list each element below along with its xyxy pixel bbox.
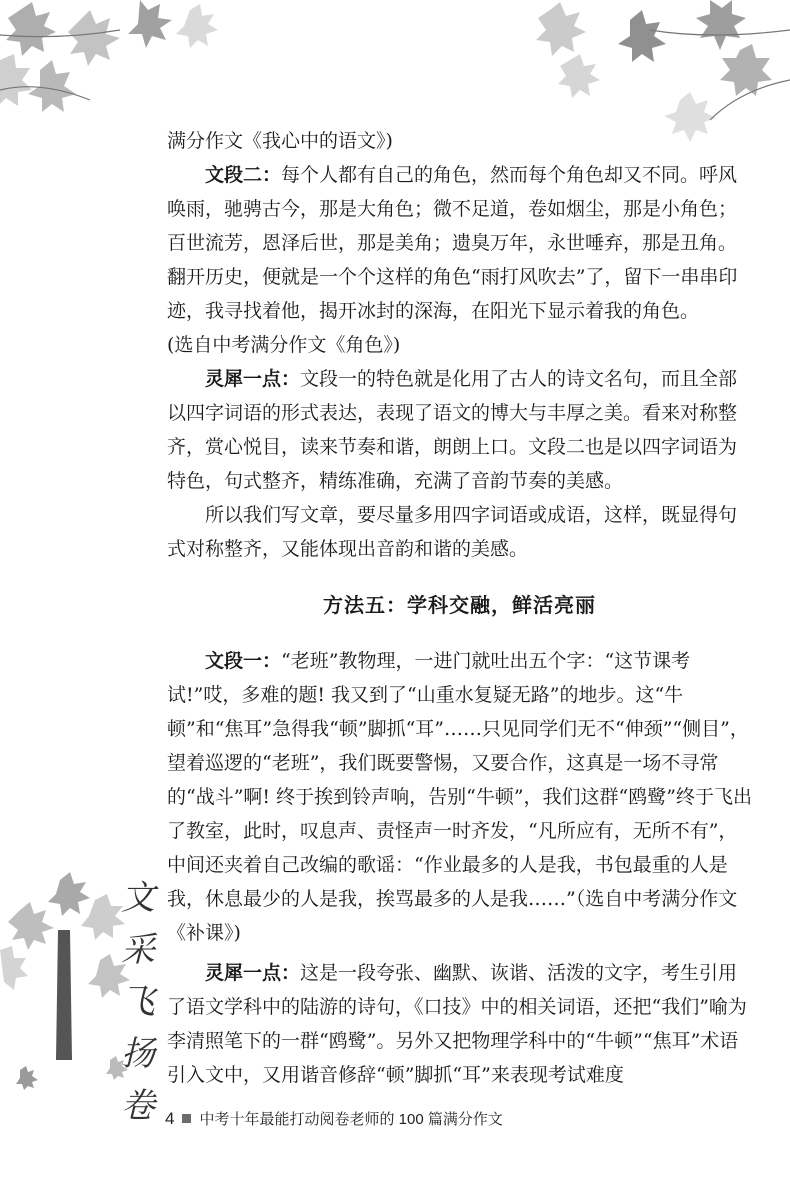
excerpt-text: “老班”教物理，一进门就吐出五个字：“这节课考试!”哎，多难的题! 我又到了“山重水复疑无路”的地步。这“牛顿”和“焦耳”急得我“顿”脚抓“耳”……只见同学们无不“伸颈”“侧目”，望着巡逻的“老班”，我们既要警惕，又要合作，这真是一场不寻常的“战斗”啊! 终于挨到铃声响，告别“牛顿”，我们这群“鸥鹭”终于飞出了教室，此时，叹息声、责怪声一时齐发，“凡所应有，无所不有”，中间还夹着自己改编的歌谣：“作业最多的人是我，书包最重的人是我，休息最少的人是我，挨骂最多的人是我……”（选自中考满分作文《补课》) — [167, 650, 752, 944]
excerpt-text: 每个人都有自己的角色，然而每个角色却又不同。呼风唤雨，驰骋古今，那是大角色；微不足道，卷如烟尘，那是小角色；百世流芳，恩泽后世，那是美角；遗臭万年，永世唾弃，那是丑角。翻开历史，便就是一个个这样的角色“雨打风吹去”了，留下一串串印迹，我寻找着他，揭开冰封的深海，在阳光下显示着我的角色。 — [167, 164, 738, 322]
comment-text: 这是一段夸张、幽默、诙谐、活泼的文字，考生引用了语文学科中的陆游的诗句，《口技》中的相关词语，还把“我们”喻为李清照笔下的一群“鸥鹭”。另外又把物理学科中的“牛顿”“焦耳”术语引入文中，又用谐音修辞“顿”脚抓“耳”来表现考试难度 — [167, 962, 747, 1086]
excerpt-label: 文段二： — [205, 164, 282, 186]
paragraph-excerpt-1 — [167, 644, 752, 950]
comment-label: 灵犀一点： — [205, 962, 301, 984]
article-body — [167, 124, 752, 1092]
excerpt-label: 文段一： — [205, 650, 282, 672]
side-series-title: 文 采 飞 扬 卷 — [121, 878, 155, 1126]
page-number: 4 — [165, 1108, 175, 1128]
comment-text: 文段一的特色就是化用了古人的诗文名句，而且全部以四字词语的形式表达，表现了语文的博大与丰厚之美。看来对称整齐，赏心悦目，读来节奏和谐，朗朗上口。文段二也是以四字词语为特色，句式整齐，精练准确，充满了音韵节奏的美感。 — [167, 368, 738, 492]
section-heading: 方法五：学科交融，鲜活亮丽 — [323, 593, 596, 617]
comment-paragraph-2 — [167, 956, 752, 1092]
source-line: (选自中考满分作文《角色》) — [167, 334, 401, 356]
source-line-top: 满分作文《我心中的语文》) — [167, 130, 393, 152]
paragraph-excerpt-2 — [167, 158, 752, 328]
summary-paragraph: 所以我们写文章，要尽量多用四字词语或成语，这样，既显得句式对称整齐，又能体现出音韵和谐的美感。 — [167, 504, 738, 560]
book-title: 中考十年最能打动阅卷老师的 100 篇满分作文 — [199, 1111, 503, 1128]
square-bullet-icon — [182, 1114, 191, 1123]
page-footer — [165, 1108, 503, 1129]
comment-paragraph-1 — [167, 362, 752, 498]
comment-label: 灵犀一点： — [205, 368, 301, 390]
